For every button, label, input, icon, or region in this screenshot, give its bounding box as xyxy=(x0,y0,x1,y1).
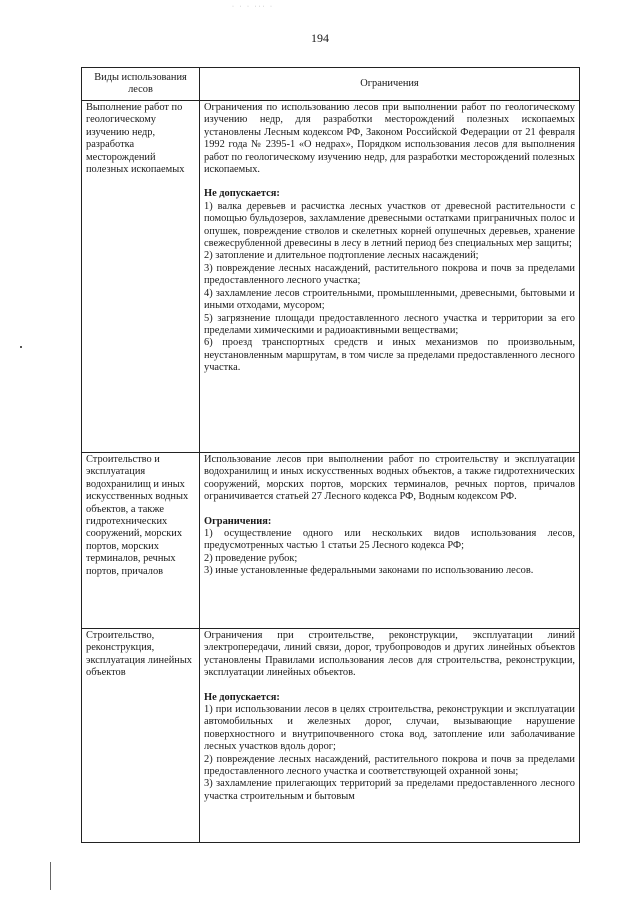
restriction-intro: Использование лесов при выполнении работ по строительству и эксплуатации водохранилищ и иных искусственных водных объектов, а также гидротехнических сооружений, морских портов, морских терминалов, речных портов, причалов ограничивается статьей 27 Лесного кодекса РФ, Водным кодексом РФ. xyxy=(204,454,575,503)
restriction-intro: Ограничения по использованию лесов при выполнении работ по геологическому изучению недр, для разработки месторождений полезных ископаемых установлены Лесным кодексом РФ, Законом Российской Федерации от 21 февраля 1992 года № 2395-1 «О недрах», Порядком использования лесов для выполнения работ по геологическому изучению недр, для разработки месторождений полезных ископаемых. xyxy=(204,102,575,176)
list-item: 1) осуществление одного или нескольких видов использования лесов, предусмотренных частью 1 статьи 25 Лесного кодекса РФ; xyxy=(204,528,575,552)
restriction-heading: Ограничения: xyxy=(204,515,272,527)
restriction-content xyxy=(204,630,575,840)
list-item: 2) проведение рубок; xyxy=(204,552,298,564)
restriction-list xyxy=(204,528,575,578)
page-number: 194 xyxy=(311,31,329,45)
list-item: 5) загрязнение площади предоставленного лесного участка и территории за его пределами химическими и радиоактивными веществами; xyxy=(204,312,575,336)
list-item: 2) затопление и длительное подтопление лесных насаждений; xyxy=(204,250,479,262)
scan-artifact xyxy=(50,862,51,890)
list-item: 1) при использовании лесов в целях строительства, реконструкции и эксплуатации автомобильных и железных дорог, случаи, вызывающие нарушение поверхностного и внутрипочвенного стока вод, затопление или заболачивание лесных участков вдоль дорог; xyxy=(204,704,575,753)
restrictions-table xyxy=(81,67,580,843)
restriction-heading: Не допускается: xyxy=(204,691,280,703)
usage-cell: Выполнение работ по геологическому изучению недр, разработка месторождений полезных ископаемых xyxy=(82,101,200,453)
list-item: 4) захламление лесов строительными, промышленными, древесными, бытовыми и иными отходами, мусором; xyxy=(204,287,575,312)
list-item: 6) проезд транспортных средств и иных механизмов по произвольным, неустановленным маршрутам, в том числе за пределами предоставленного лесного участка. xyxy=(204,337,575,374)
scan-artifact xyxy=(20,346,22,348)
table-row xyxy=(82,453,580,629)
restriction-list xyxy=(204,201,575,375)
restriction-intro: Ограничения при строительстве, реконструкции, эксплуатации линий электропередачи, линий связи, дорог, трубопроводов и других линейных объектов установлены Правилами использования лесов для строительства, реконструкции, эксплуатации линейных объектов. xyxy=(204,630,575,679)
table-header-row xyxy=(82,68,580,101)
header-usage-types: Виды использования лесов xyxy=(82,68,200,101)
list-item: 1) валка деревьев и расчистка лесных участков от древесной растительности с помощью бульдозеров, захламление древесными остатками приграничных полос и опушек, повреждение стволов и скелетных корней опушечных деревьев, хранение свежесрубленной древесины в лесу в летний период без специальных мер защиты; xyxy=(204,200,575,250)
list-item: 3) повреждение лесных насаждений, растительного покрова и почв за пределами предоставленного лесного участка; xyxy=(204,262,575,287)
table-row xyxy=(82,629,580,843)
list-item: 3) захламление прилегающих территорий за пределами предоставленного лесного участка строительным и бытовым xyxy=(204,778,575,802)
restriction-heading: Не допускается: xyxy=(204,188,280,200)
scan-artifact: · · · ··· · xyxy=(232,4,274,10)
list-item: 3) иные установленные федеральными законами по использованию лесов. xyxy=(204,565,534,577)
usage-cell: Строительство и эксплуатация водохранилищ и иных искусственных водных объектов, а также гидротехнических сооружений, морских портов, морских терминалов, речных портов, причалов xyxy=(82,453,200,629)
restriction-cell xyxy=(200,629,580,843)
table-row xyxy=(82,101,580,453)
restriction-cell xyxy=(200,453,580,629)
usage-cell: Строительство, реконструкция, эксплуатация линейных объектов xyxy=(82,629,200,843)
header-restrictions: Ограничения xyxy=(200,68,580,101)
restriction-list xyxy=(204,704,575,803)
restriction-cell xyxy=(200,101,580,453)
list-item: 2) повреждение лесных насаждений, растительного покрова и почв за пределами предоставленного лесного участка и соответствующей охранной зоны; xyxy=(204,753,575,778)
